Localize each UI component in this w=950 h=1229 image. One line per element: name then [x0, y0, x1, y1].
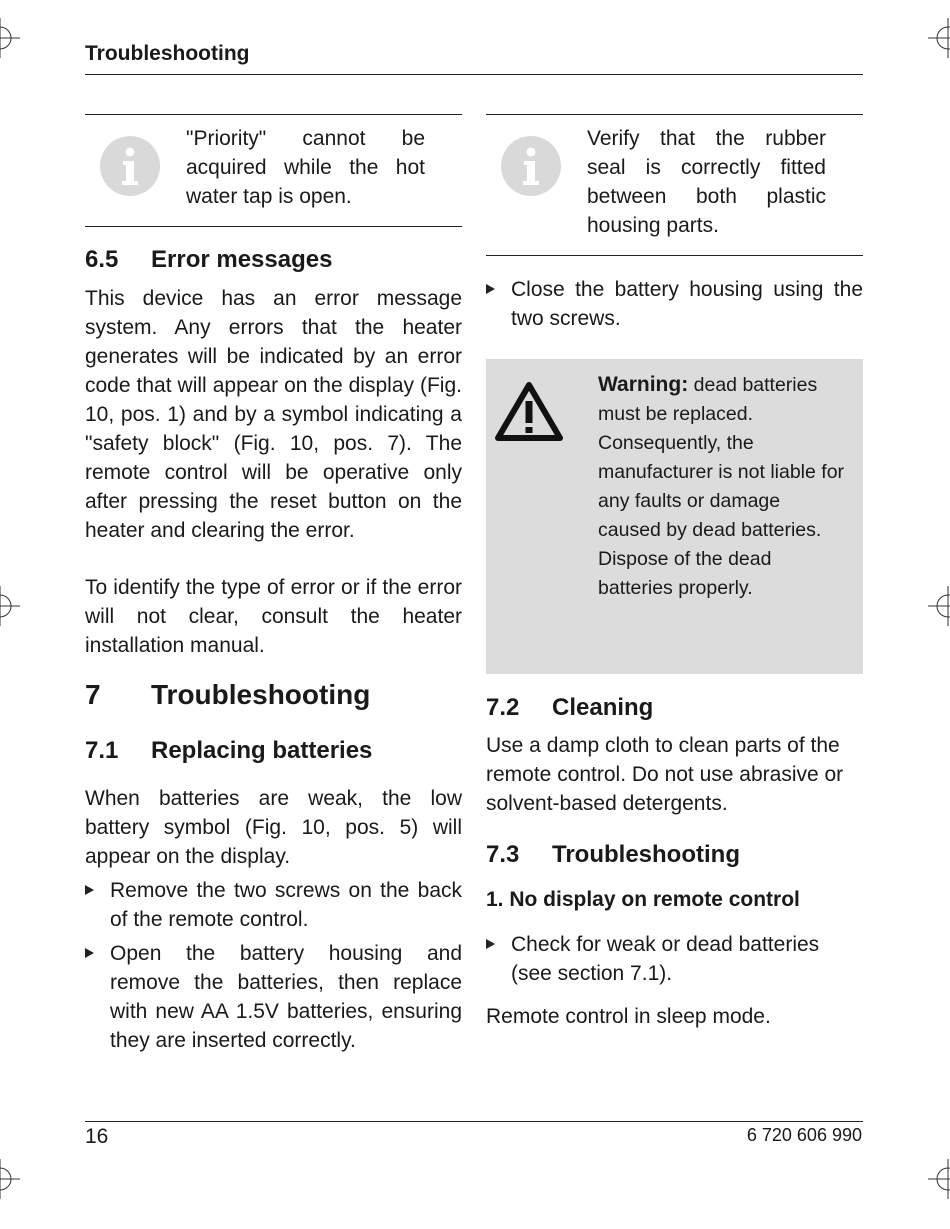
section-title: Cleaning [552, 694, 654, 721]
section-heading-6-5 [85, 246, 332, 274]
batteries-paragraph: When batteries are weak, the low battery symbol (Fig. 10, pos. 5) will appear on the display. [85, 787, 462, 868]
chapter-title: Troubleshooting [151, 679, 371, 710]
warning-box [486, 359, 863, 674]
list-item-text: Check for weak or dead batteries (see section 7.1). [511, 933, 820, 985]
registration-mark-icon [928, 586, 950, 626]
section-title: Error messages [151, 246, 333, 273]
warning-text [598, 370, 848, 603]
list-item [486, 275, 863, 333]
subheading-no-display: 1. No display on remote control [486, 888, 800, 911]
chapter-heading-7 [85, 679, 370, 711]
list-item-text: Remove the two screws on the back of the remote control. [110, 879, 462, 931]
section-number: 7.2 [486, 694, 520, 721]
registration-mark-icon [0, 1159, 20, 1199]
note-bottom-rule [85, 226, 462, 227]
warning-body: dead batteries must be replaced. Consequently, the manufacturer is not liable for any faults or damage caused by dead batteries. Dispose of the dead batteries properly. [598, 374, 845, 599]
list-item [85, 939, 462, 1055]
bullet-arrow-icon [486, 939, 495, 949]
running-header: Troubleshooting [85, 42, 250, 65]
bullet-arrow-icon [85, 885, 94, 895]
section-number: 7.3 [486, 841, 520, 868]
header-rule [85, 74, 863, 75]
page-number: 16 [85, 1125, 109, 1148]
registration-mark-icon [928, 1159, 950, 1199]
section-title: Troubleshooting [552, 841, 740, 868]
cleaning-paragraph: Use a damp cloth to clean parts of the remote control. Do not use abrasive or solvent-based detergents. [486, 734, 844, 815]
registration-mark-icon [0, 586, 20, 626]
chapter-number: 7 [85, 679, 101, 710]
registration-mark-icon [0, 18, 20, 58]
section-number: 7.1 [85, 737, 119, 764]
note-top-rule [486, 114, 863, 115]
bullet-arrow-icon [85, 948, 94, 958]
bullet-arrow-icon [486, 284, 495, 294]
warning-triangle-icon [494, 381, 564, 443]
footer-rule [85, 1121, 863, 1122]
error-messages-paragraph: This device has an error message system. Any errors that the heater generates will be indicated by an error code that will appear on the display (Fig. 10, pos. 1) and by a symbol indicating a "safety block" (Fig. 10, pos. 7). The remote control will be operative only after pressing the reset button on the heater and clearing the error. [85, 287, 462, 542]
list-item-text: Close the battery housing using the two screws. [511, 278, 863, 330]
sleep-mode-paragraph: Remote control in sleep mode. [486, 1005, 771, 1028]
note-text: "Priority" cannot be acquired while the hot water tap is open. [186, 127, 425, 208]
section-heading-7-1 [85, 737, 372, 765]
document-number: 6 720 606 990 [746, 1125, 862, 1145]
section-heading-7-3 [486, 841, 740, 869]
section-number: 6.5 [85, 246, 119, 273]
registration-mark-icon [928, 18, 950, 58]
list-item [486, 930, 863, 988]
section-title: Replacing batteries [151, 737, 373, 764]
info-icon [500, 135, 562, 197]
info-icon [99, 135, 161, 197]
warning-label: Warning: [598, 373, 689, 396]
list-item-text: Open the battery housing and remove the batteries, then replace with new AA 1.5V batteries, ensuring they are inserted correctly. [110, 942, 462, 1052]
note-top-rule [85, 114, 462, 115]
section-heading-7-2 [486, 694, 653, 722]
note-bottom-rule [486, 255, 863, 256]
list-item [85, 876, 462, 934]
note-text: Verify that the rubber seal is correctly fitted between both plastic housing parts. [587, 127, 826, 237]
error-messages-paragraph-2: To identify the type of error or if the error will not clear, consult the heater installation manual. [85, 576, 462, 657]
